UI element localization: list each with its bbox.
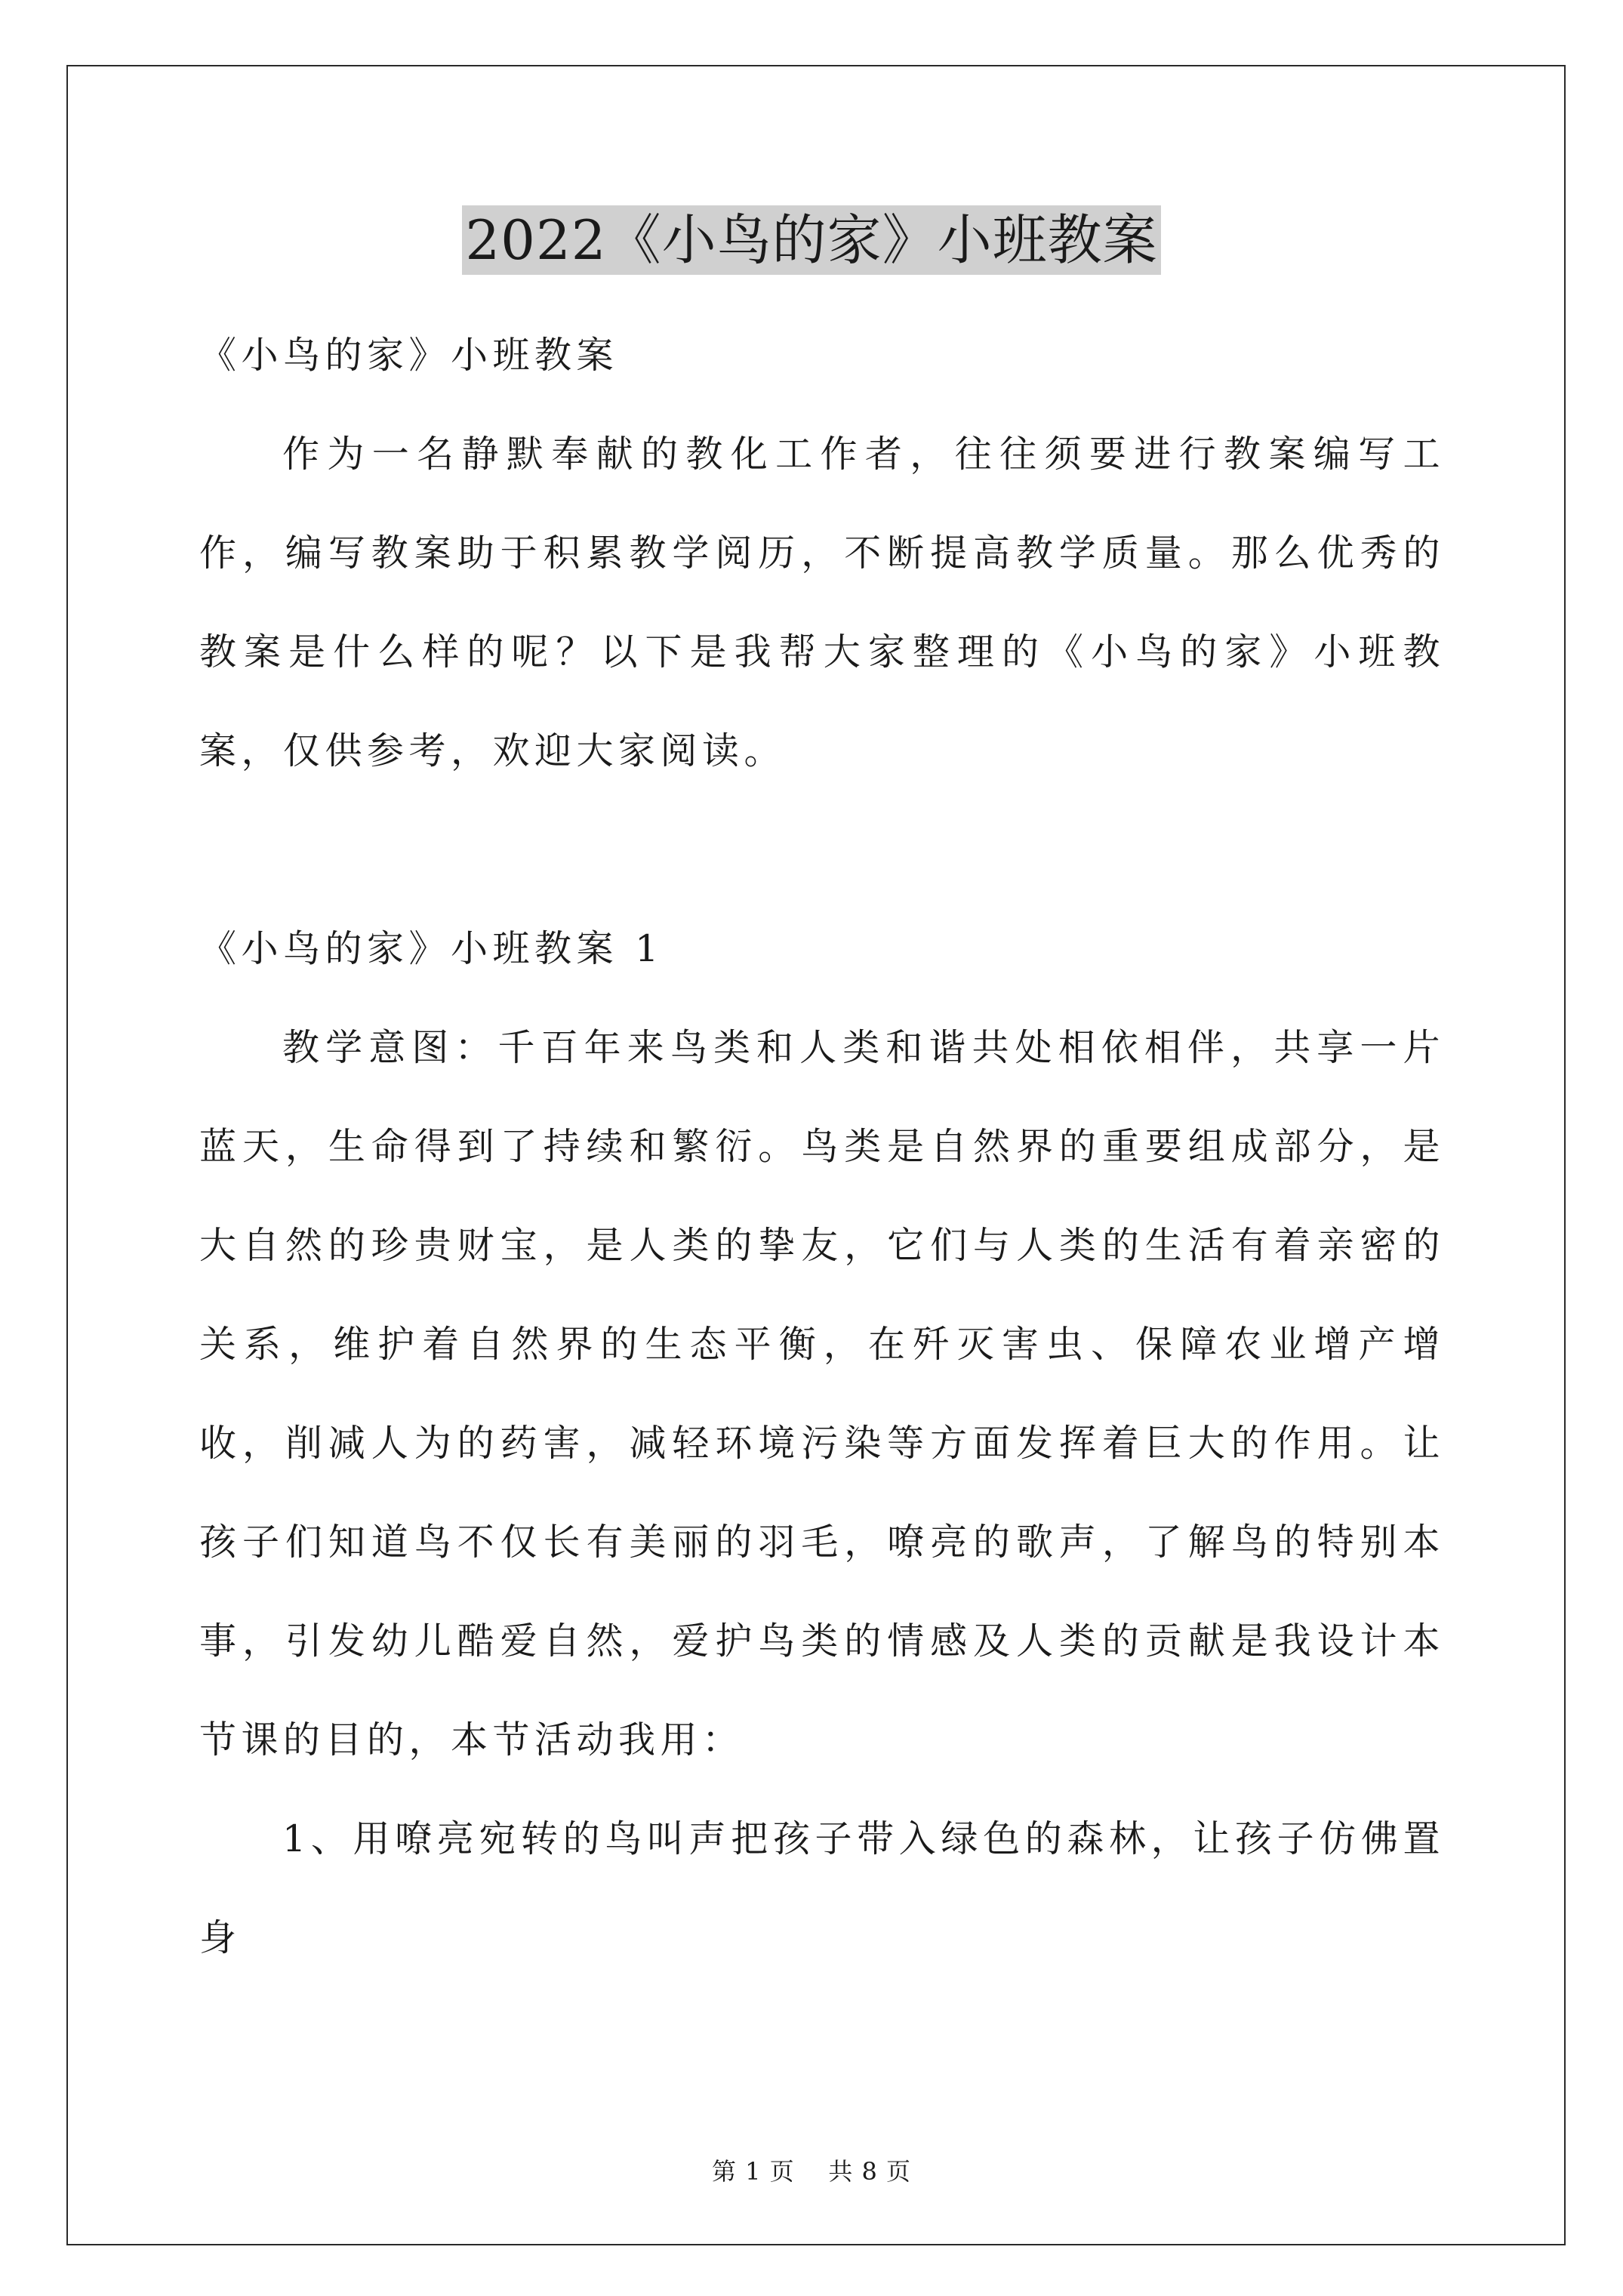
intro-paragraph: 作为一名静默奉献的教化工作者，往往须要进行教案编写工作，编写教案助于积累教学阅历，不断提高教学质量。那么优秀的教案是什么样的呢？以下是我帮大家整理的《小鸟的家》小班教案，仅供参考，欢迎大家阅读。	[199, 433, 1445, 772]
document-subtitle: 《小鸟的家》小班教案	[199, 334, 619, 377]
paragraph-gap	[199, 800, 1445, 899]
section-heading: 《小鸟的家》小班教案 1	[199, 927, 664, 970]
body-paragraph: 教学意图：千百年来鸟类和人类和谐共处相依相伴，共享一片蓝天，生命得到了持续和繁衍。鸟类是自然界的重要组成部分，是大自然的珍贵财宝，是人类的挚友，它们与人类的生活有着亲密的关系，维护着自然界的生态平衡，在歼灭害虫、保障农业增产增收，削减人为的药害，减轻环境污染等方面发挥着巨大的作用。让孩子们知道鸟不仅长有美丽的羽毛，嘹亮的歌声，了解鸟的特别本事，引发幼儿酷爱自然，爱护鸟类的情感及人类的贡献是我设计本节课的目的，本节活动我用：	[199, 1026, 1445, 1761]
document-title-text: 2022《小鸟的家》小班教案	[462, 205, 1160, 275]
document-body	[199, 306, 1445, 1987]
page-footer: 第 1 页 共 8 页	[711, 2157, 912, 2186]
body-paragraph: 1、用嘹亮宛转的鸟叫声把孩子带入绿色的森林，让孩子仿佛置身	[199, 1817, 1445, 1959]
document-title	[0, 202, 1623, 278]
